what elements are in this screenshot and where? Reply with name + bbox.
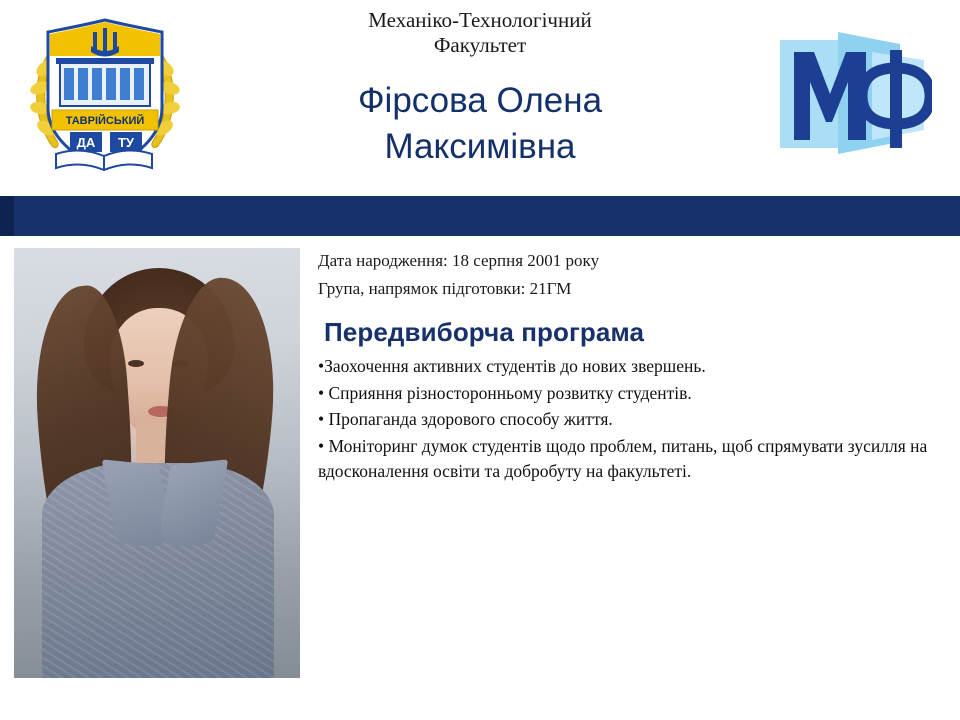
faculty-title-line-1: Механіко-Технологічний (368, 8, 592, 32)
person-name-line-2: Максимівна (384, 126, 576, 166)
program-title: Передвиборча програма (324, 316, 645, 347)
photo-eye-left (128, 360, 144, 367)
band-accent (0, 196, 14, 236)
header-divider-band (0, 196, 960, 236)
mtf-logo (772, 22, 932, 167)
page-title (220, 78, 740, 169)
list-item: • Пропаганда здорового способу життя. (318, 409, 613, 430)
list-item: •Заохочення активних студентів до нових звершень. (318, 355, 706, 376)
content-area (0, 236, 960, 720)
candidate-photo (14, 248, 300, 678)
page-header (0, 0, 960, 196)
emblem-text-da: ДА (76, 135, 96, 150)
faculty-title-line-2: Факультет (433, 32, 527, 57)
faculty-title (250, 8, 710, 58)
mtf-logo-icon (772, 22, 932, 167)
tdatu-emblem-icon (26, 12, 184, 177)
list-item: • Сприяння різносторонньому розвитку студентів. (318, 382, 692, 403)
program-list (318, 354, 936, 484)
birth-date-line: Дата народження: 18 серпня 2001 року (318, 251, 600, 270)
emblem-text-top: ТАВРІЙСЬКИЙ (65, 115, 145, 127)
person-name-line-1: Фірсова Олена (357, 81, 603, 120)
building-graphic (56, 58, 154, 106)
emblem-text-tu: ТУ (117, 135, 135, 150)
group-line: Група, напрямок підготовки: 21ГМ (318, 279, 572, 299)
trident-icon (91, 28, 119, 57)
info-column (318, 248, 936, 486)
list-item: • Моніторинг думок студентів щодо проблем, питань, щоб спрямувати зусилля на вдосконалення освіти та добробуту на факультеті. (318, 436, 928, 482)
tdatu-emblem-logo (26, 12, 184, 177)
